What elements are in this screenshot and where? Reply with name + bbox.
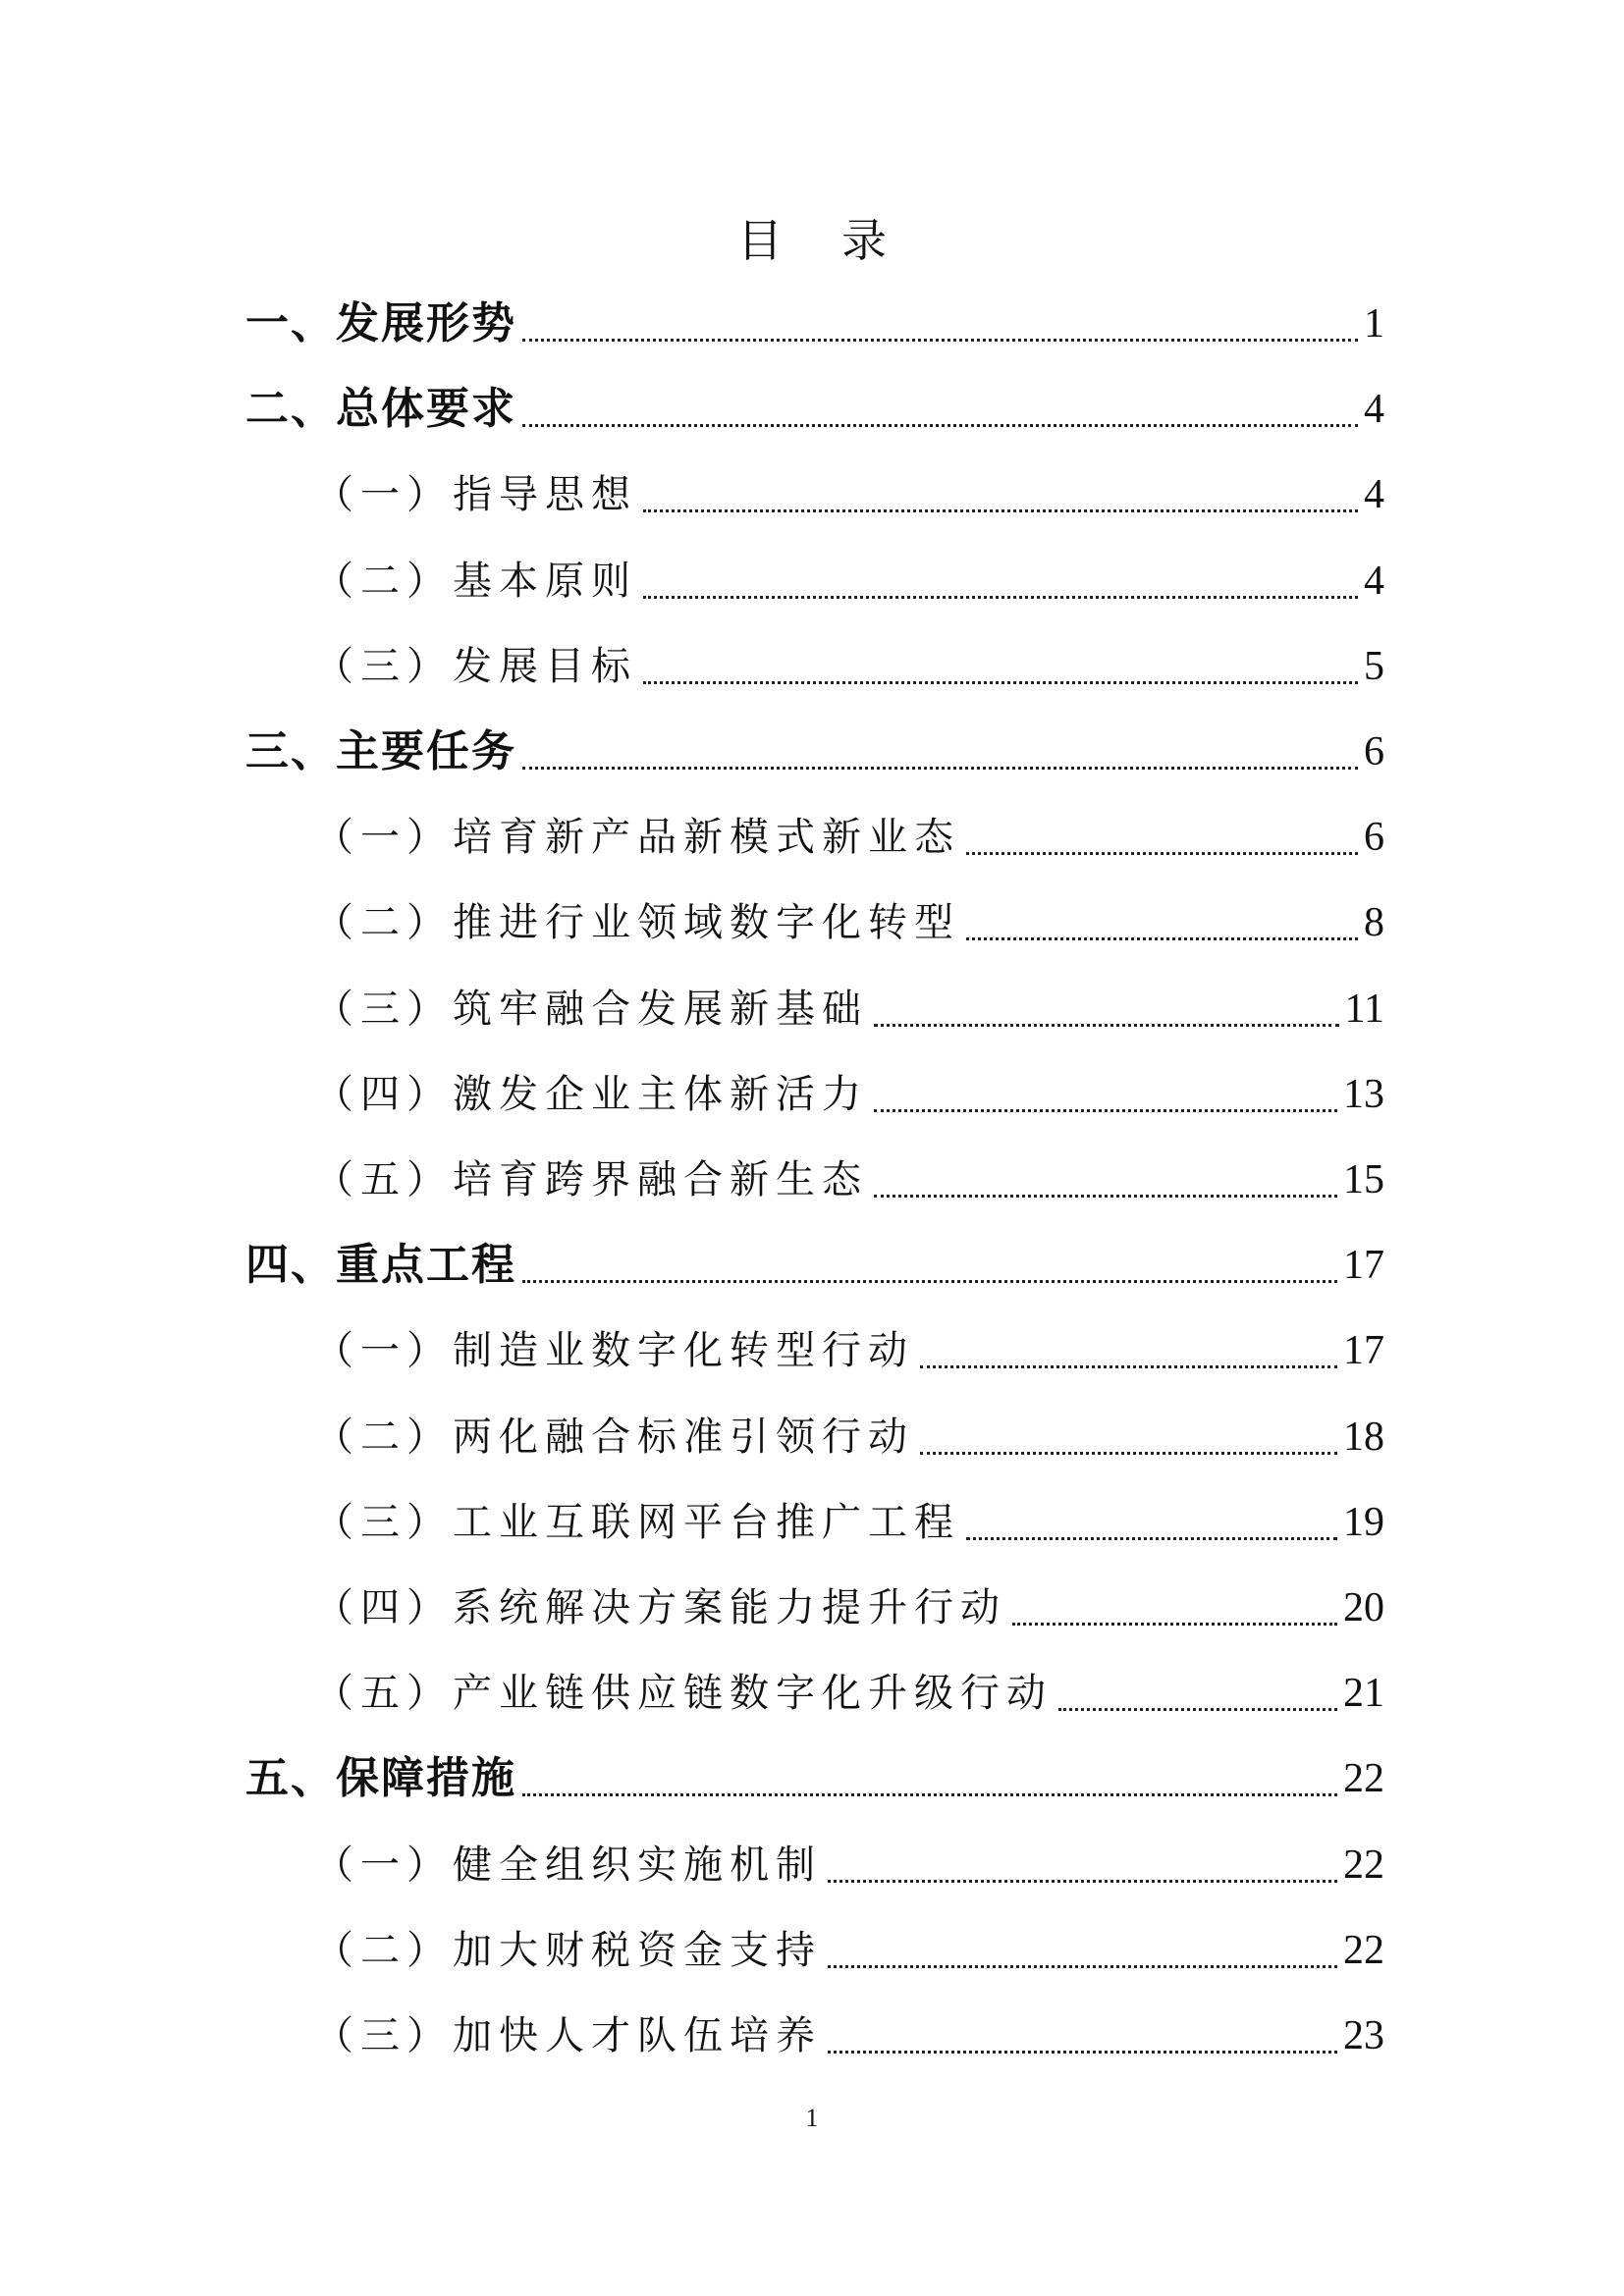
toc-entry-page-number: 19 xyxy=(1343,1500,1384,1545)
toc-entry-label: （四）系统解决方案能力提升行动 xyxy=(314,1585,1006,1630)
toc-entry-page-number: 1 xyxy=(1364,301,1384,347)
toc-subsection-entry[interactable] xyxy=(314,1314,1384,1387)
toc-dot-leader xyxy=(1012,1623,1337,1626)
page-title: 目录 xyxy=(737,214,946,267)
toc-entry-page-number: 15 xyxy=(1343,1157,1384,1202)
toc-entry-label: （三）加快人才队伍培养 xyxy=(314,2013,822,2058)
footer-page-number: 1 xyxy=(805,2104,819,2132)
toc-entry-page-number: 11 xyxy=(1344,987,1384,1032)
toc-entry-label: （二）推进行业领域数字化转型 xyxy=(314,900,960,945)
toc-subsection-entry[interactable] xyxy=(314,801,1384,874)
toc-subsection-entry[interactable] xyxy=(314,1657,1384,1730)
toc-entry-label: （五）产业链供应链数字化升级行动 xyxy=(314,1671,1053,1716)
toc-dot-leader xyxy=(522,424,1358,427)
toc-dot-leader xyxy=(920,1365,1337,1368)
toc-dot-leader xyxy=(966,1537,1337,1540)
toc-entry-label: 二、总体要求 xyxy=(245,384,516,434)
toc-subsection-entry[interactable] xyxy=(314,2000,1384,2072)
toc-dot-leader xyxy=(522,1280,1337,1283)
toc-entry-page-number: 22 xyxy=(1343,1756,1384,1801)
toc-entry-label: （四）激发企业主体新活力 xyxy=(314,1072,868,1117)
toc-entry-page-number: 5 xyxy=(1364,644,1384,689)
toc-entry-label: （三）工业互联网平台推广工程 xyxy=(314,1500,960,1545)
toc-entry-label: （三）发展目标 xyxy=(314,644,637,689)
toc-entry-page-number: 4 xyxy=(1364,559,1384,604)
toc-subsection-entry[interactable] xyxy=(314,1058,1384,1131)
toc-section-entry[interactable] xyxy=(245,1229,1384,1302)
toc-dot-leader xyxy=(643,596,1358,599)
toc-dot-leader xyxy=(966,852,1358,855)
toc-dot-leader xyxy=(828,1880,1337,1883)
toc-dot-leader xyxy=(966,937,1358,940)
toc-section-entry[interactable] xyxy=(245,288,1384,360)
toc-entry-label: （二）两化融合标准引领行动 xyxy=(314,1415,914,1460)
toc-entry-label: 五、保障措施 xyxy=(245,1753,516,1803)
toc-entry-page-number: 23 xyxy=(1343,2013,1384,2058)
toc-section-entry[interactable] xyxy=(245,373,1384,446)
toc-entry-label: （五）培育跨界融合新生态 xyxy=(314,1157,868,1202)
toc-subsection-entry[interactable] xyxy=(314,973,1384,1045)
toc-entry-page-number: 4 xyxy=(1364,387,1384,432)
toc-dot-leader xyxy=(643,681,1358,684)
toc-entry-label: （一）指导思想 xyxy=(314,472,637,517)
toc-entry-page-number: 6 xyxy=(1364,815,1384,860)
toc-dot-leader xyxy=(874,1109,1337,1112)
toc-subsection-entry[interactable] xyxy=(314,630,1384,703)
toc-dot-leader xyxy=(522,1793,1337,1796)
toc-dot-leader xyxy=(828,1965,1337,1968)
toc-dot-leader xyxy=(1058,1708,1337,1711)
toc-entry-page-number: 20 xyxy=(1343,1585,1384,1630)
toc-entry-page-number: 17 xyxy=(1343,1328,1384,1373)
toc-entry-label: （二）加大财税资金支持 xyxy=(314,1928,822,1973)
toc-subsection-entry[interactable] xyxy=(314,1829,1384,1901)
toc-section-entry[interactable] xyxy=(245,716,1384,788)
toc-entry-label: （一）健全组织实施机制 xyxy=(314,1842,822,1888)
toc-entry-page-number: 18 xyxy=(1343,1415,1384,1460)
toc-dot-leader xyxy=(828,2051,1337,2054)
toc-entry-page-number: 8 xyxy=(1364,900,1384,945)
toc-entry-label: （二）基本原则 xyxy=(314,559,637,604)
toc-subsection-entry[interactable] xyxy=(314,1144,1384,1216)
toc-section-entry[interactable] xyxy=(245,1742,1384,1815)
toc-entry-page-number: 6 xyxy=(1364,729,1384,774)
toc-entry-label: 一、发展形势 xyxy=(245,298,516,348)
toc-dot-leader xyxy=(643,509,1358,512)
toc-entry-label: 三、主要任务 xyxy=(245,726,516,776)
toc-entry-page-number: 21 xyxy=(1343,1671,1384,1716)
toc-entry-page-number: 13 xyxy=(1343,1072,1384,1117)
toc-entry-label: （一）制造业数字化转型行动 xyxy=(314,1328,914,1373)
toc-entry-label: （三）筑牢融合发展新基础 xyxy=(314,987,868,1032)
toc-subsection-entry[interactable] xyxy=(314,1401,1384,1473)
toc-entry-page-number: 4 xyxy=(1364,472,1384,517)
toc-entry-label: 四、重点工程 xyxy=(245,1240,516,1290)
toc-subsection-entry[interactable] xyxy=(314,458,1384,531)
toc-dot-leader xyxy=(522,767,1358,770)
toc-entry-page-number: 17 xyxy=(1343,1243,1384,1288)
toc-subsection-entry[interactable] xyxy=(314,1572,1384,1644)
toc-subsection-entry[interactable] xyxy=(314,886,1384,959)
toc-entry-page-number: 22 xyxy=(1343,1842,1384,1888)
toc-subsection-entry[interactable] xyxy=(314,1914,1384,1987)
toc-dot-leader xyxy=(874,1195,1337,1198)
toc-subsection-entry[interactable] xyxy=(314,1486,1384,1559)
toc-entry-page-number: 22 xyxy=(1343,1928,1384,1973)
toc-dot-leader xyxy=(874,1024,1339,1027)
toc-dot-leader xyxy=(920,1452,1337,1455)
toc-entry-label: （一）培育新产品新模式新业态 xyxy=(314,815,960,860)
toc-subsection-entry[interactable] xyxy=(314,545,1384,617)
toc-dot-leader xyxy=(522,339,1358,342)
